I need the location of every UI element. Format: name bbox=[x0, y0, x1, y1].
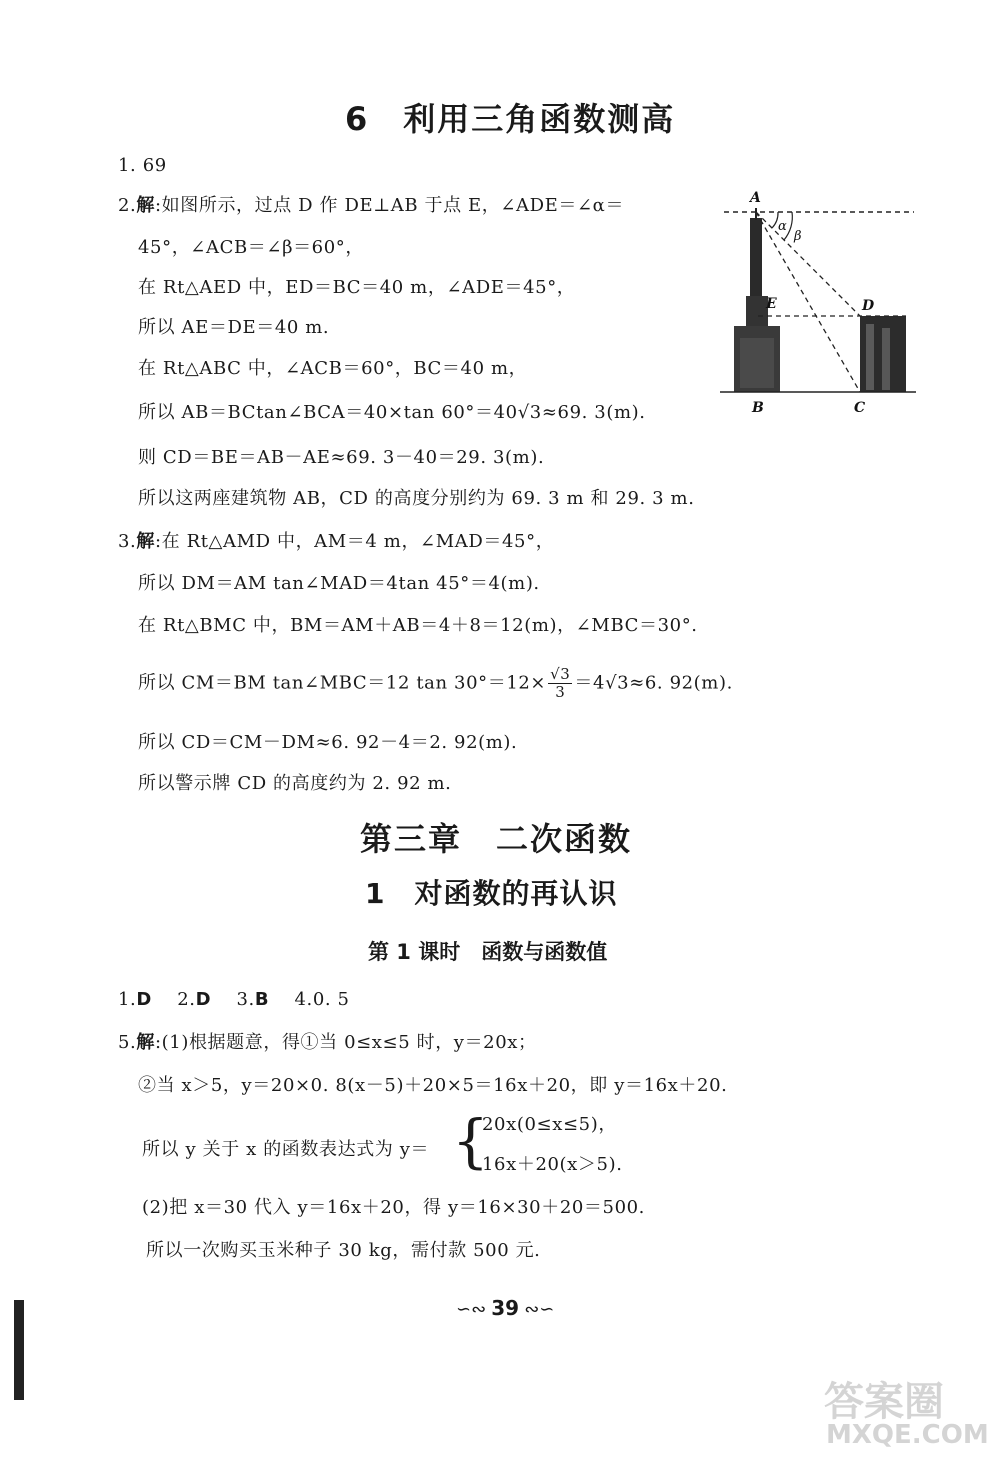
label-b: B bbox=[752, 400, 764, 416]
fraction-numerator: √3 bbox=[550, 665, 571, 683]
q5-line3: 所以 y 关于 x 的函数表达式为 y＝ bbox=[142, 1139, 430, 1160]
q5-line4: (2)把 x＝30 代入 y＝16x＋20，得 y＝16×30＋20＝500. bbox=[142, 1197, 646, 1218]
q3-line4 bbox=[138, 666, 733, 701]
ornament-left-icon: ∽∾ bbox=[456, 1299, 487, 1320]
answer-q1: 1. 69 bbox=[118, 155, 167, 176]
q5-num: 5. bbox=[118, 1032, 137, 1053]
scan-edge bbox=[14, 1300, 24, 1400]
q3-num: 3. bbox=[118, 531, 137, 552]
q3-line3: 在 Rt△BMC 中，BM＝AM＋AB＝4＋8＝12(m)，∠MBC＝30°. bbox=[138, 615, 698, 636]
answer-4: 4.0. 5 bbox=[294, 989, 350, 1010]
q2-line8: 所以这两座建筑物 AB，CD 的高度分别约为 69. 3 m 和 29. 3 m. bbox=[138, 488, 695, 509]
page-footer bbox=[456, 1296, 554, 1320]
q2-line3: 在 Rt△AED 中，ED＝BC＝40 m，∠ADE＝45°， bbox=[138, 277, 576, 298]
piecewise-case-2: 16x＋20(x＞5). bbox=[482, 1154, 623, 1175]
piecewise-brace: { bbox=[452, 1107, 489, 1175]
q2-line4: 所以 AE＝DE＝40 m. bbox=[138, 317, 330, 338]
q5-line2: ②当 x＞5，y＝20×0. 8(x－5)＋20×5＝16x＋20，即 y＝16x＋20. bbox=[138, 1075, 728, 1096]
q5-line5: 所以一次购买玉米种子 30 kg，需付款 500 元. bbox=[146, 1240, 541, 1261]
ornament-right-icon: ∾∽ bbox=[524, 1299, 555, 1320]
answer-1: 1.D bbox=[118, 989, 152, 1010]
chapter-section-title: 1 对函数的再认识 bbox=[365, 877, 618, 910]
q2-line2: 45°，∠ACB＝∠β＝60°， bbox=[138, 237, 364, 258]
q2-num: 2. bbox=[118, 195, 137, 216]
label-c: C bbox=[854, 400, 866, 416]
quick-answers bbox=[118, 988, 350, 1012]
q5-line1 bbox=[118, 1031, 537, 1055]
watermark-stamp: 答案圈 bbox=[824, 1379, 944, 1425]
q3-line1 bbox=[118, 530, 554, 554]
q3-line5: 所以 CD＝CM－DM≈6. 92－4＝2. 92(m). bbox=[138, 732, 518, 753]
lesson-title: 第 1 课时 函数与函数值 bbox=[368, 940, 608, 964]
q2-line7: 则 CD＝BE＝AB－AE≈69. 3－40＝29. 3(m). bbox=[138, 447, 545, 468]
q3-line6: 所以警示牌 CD 的高度约为 2. 92 m. bbox=[138, 773, 452, 794]
answer-3: 3.B bbox=[236, 989, 270, 1010]
label-beta: β bbox=[794, 229, 802, 244]
section-title: 6 利用三角函数测高 bbox=[345, 100, 676, 138]
label-e: E bbox=[766, 296, 777, 312]
building-cd bbox=[860, 316, 906, 392]
watermark-site: MXQE.COM bbox=[826, 1420, 989, 1450]
building-diagram bbox=[720, 188, 920, 420]
q2-line5: 在 Rt△ABC 中，∠ACB＝60°，BC＝40 m， bbox=[138, 358, 528, 379]
q5-label: 解 bbox=[136, 1032, 155, 1053]
answer-2: 2.D bbox=[177, 989, 212, 1010]
chapter-title: 第三章 二次函数 bbox=[360, 820, 633, 858]
label-alpha: α bbox=[778, 219, 787, 234]
q2-text-1: :如图所示，过点 D 作 DE⊥AB 于点 E，∠ADE＝∠α＝ bbox=[154, 195, 625, 216]
label-d: D bbox=[862, 298, 875, 314]
q3-label: 解 bbox=[136, 531, 155, 552]
label-a: A bbox=[750, 190, 761, 206]
fraction-denominator: 3 bbox=[555, 683, 566, 701]
q2-label: 解 bbox=[136, 195, 155, 216]
piecewise-case-1: 20x(0≤x≤5)， bbox=[482, 1114, 617, 1135]
fraction-sqrt3-over-3 bbox=[548, 666, 572, 701]
page-number: 39 bbox=[491, 1296, 520, 1320]
q2-line1 bbox=[118, 194, 624, 218]
q3-line2: 所以 DM＝AM tan∠MAD＝4tan 45°＝4(m). bbox=[138, 573, 540, 594]
q3-text-4b: ＝4√3≈6. 92(m). bbox=[574, 672, 733, 694]
q3-text-1: :在 Rt△AMD 中，AM＝4 m，∠MAD＝45°， bbox=[154, 531, 555, 552]
q3-text-4a: 所以 CM＝BM tan∠MBC＝12 tan 30°＝12× bbox=[138, 672, 547, 694]
q5-text-1: :(1)根据题意，得①当 0≤x≤5 时，y＝20x； bbox=[154, 1032, 537, 1053]
q2-line6: 所以 AB＝BCtan∠BCA＝40×tan 60°＝40√3≈69. 3(m). bbox=[138, 402, 646, 423]
